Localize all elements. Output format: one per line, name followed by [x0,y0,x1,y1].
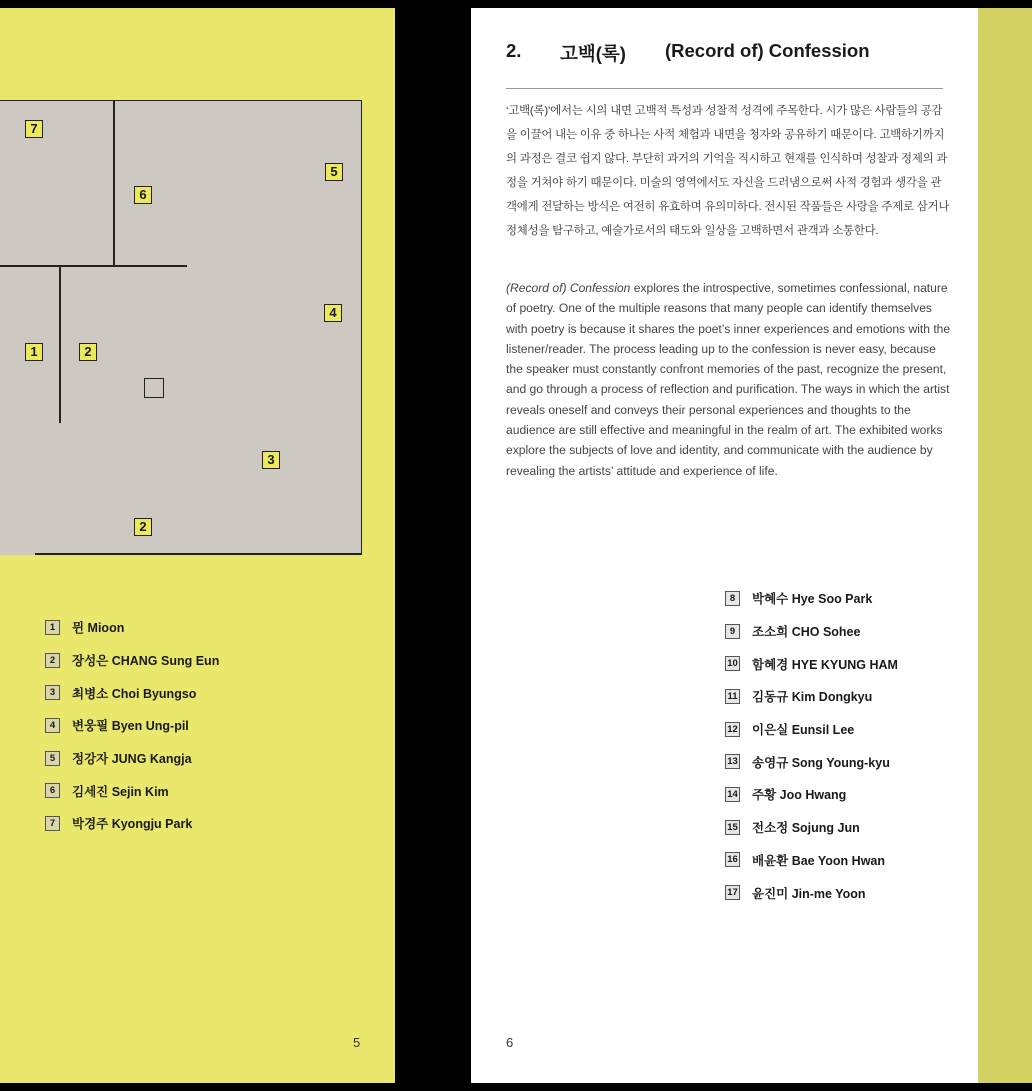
floor-plan-wall [59,266,61,423]
list-item [725,745,898,778]
list-item [45,774,219,807]
artist-name: 조소희 CHO Sohee [752,625,861,640]
artist-list [45,611,219,840]
paragraph-english [506,278,951,481]
artist-name: 송영규 Song Young-kyu [752,755,890,770]
artist-number: 1 [45,620,60,635]
artist-name: 최병소 Choi Byungso [72,686,197,701]
artist-list [725,582,898,909]
list-item [725,844,898,877]
artist-name: 배윤환 Bae Yoon Hwan [752,853,886,868]
artist-name: 박혜수 Hye Soo Park [752,592,873,607]
floor-plan-wall [35,553,361,555]
artist-number: 5 [45,751,60,766]
page-number: 5 [353,1035,361,1050]
artist-number: 9 [725,624,740,639]
artist-number: 17 [725,885,740,900]
artist-name: 김동규 Kim Dongkyu [752,690,873,705]
artist-name: 주황 Joo Hwang [752,788,847,803]
artist-name: 전소정 Sojung Jun [752,821,860,836]
list-item [725,615,898,648]
list-item [45,644,219,677]
artist-number: 6 [45,783,60,798]
section-number: 2. [506,40,522,61]
artist-name: 장성은 CHANG Sung Eun [72,654,220,669]
list-item [725,811,898,844]
next-page-edge [978,8,1032,1083]
artist-name: 이은실 Eunsil Lee [752,723,855,738]
artist-number: 15 [725,820,740,835]
list-item [725,680,898,713]
artist-name: 정강자 JUNG Kangja [72,752,192,767]
page-number: 6 [506,1035,514,1050]
floor-plan-marker: 2 [79,343,97,361]
artist-number: 13 [725,754,740,769]
artist-number: 8 [725,591,740,606]
list-item [725,876,898,909]
paragraph-english-body: explores the introspective, sometimes confessional, nature of poetry. One of the multiple reasons that many people can identify themselves with poetry is because it shares the poet’s inner experiences and emotions with the listener/reader. The process leading up to the confession is never easy, because the speaker must constantly confront memories of the past, recognize the present, and go through a process of reflection and purification. The ways in which the artist reveals oneself and conveys their personal experiences and thoughts to the audience are still effective and meaningful in the realm of art. The exhibited works explore the subjects of love and identity, and communicate with the audience by revealing the artists’ attitude and experience of life. [506,281,951,478]
floor-plan-marker: 2 [134,518,152,536]
floor-plan-marker: 1 [25,343,43,361]
floor-plan-marker: 5 [325,163,343,181]
list-item [725,582,898,615]
artist-name: 뮌 Mioon [72,621,125,636]
floor-plan-marker: 7 [25,120,43,138]
artist-number: 16 [725,852,740,867]
floor-plan-marker: 6 [134,186,152,204]
floor-plan-wall [0,265,187,267]
list-item [45,709,219,742]
artist-number: 7 [45,816,60,831]
section-title-en: (Record of) Confession [665,40,870,61]
artist-name: 함혜경 HYE KYUNG HAM [752,657,898,672]
floor-plan [0,100,362,555]
section-heading [506,40,870,66]
divider [506,88,943,89]
artist-number: 14 [725,787,740,802]
artist-number: 10 [725,656,740,671]
left-page [0,8,395,1083]
list-item [725,713,898,746]
paragraph-korean: ‘고백(록)’에서는 시의 내면 고백적 특성과 성찰적 성격에 주목한다. 시가 많은 사람들의 공감을 이끌어 내는 이유 중 하나는 사적 체험과 내면을 청자와 공유하기 때문이다. 고백하기까지의 과정은 결코 쉽지 않다. 부단히 과거의 기억을 직시하고 현재를 인식하며 성찰과 정제의 과정을 거쳐야 하기 때문이다. 미술의 영역에서도 자신을 드러냄으로써 사적 경험과 생각을 관객에게 전달하는 방식은 여전히 유효하며 유의미하다. 전시된 작품들은 사랑을 주제로 삼거나 정체성을 탐구하고, 예술가로서의 태도와 일상을 고백하면서 관객과 소통한다. [506,105,950,237]
list-item [725,647,898,680]
list-item [725,778,898,811]
artist-name: 윤진미 Jin-me Yoon [752,886,866,901]
artist-number: 4 [45,718,60,733]
right-page [471,8,978,1083]
artist-name: 박경주 Kyongju Park [72,817,193,832]
floor-plan-marker: 3 [262,451,280,469]
floor-plan-marker: 4 [324,304,342,322]
artist-number: 2 [45,653,60,668]
list-item [45,676,219,709]
floor-plan-pillar [144,378,164,398]
list-item [45,807,219,840]
section-title-ko: 고백(록) [560,43,626,64]
artist-name: 김세진 Sejin Kim [72,784,169,799]
artist-number: 11 [725,689,740,704]
list-item [45,742,219,775]
artist-number: 12 [725,722,740,737]
artist-number: 3 [45,685,60,700]
list-item [45,611,219,644]
artist-name: 변웅필 Byen Ung-pil [72,719,189,734]
floor-plan-wall [113,101,115,266]
paragraph-english-title: (Record of) Confession [506,281,631,295]
